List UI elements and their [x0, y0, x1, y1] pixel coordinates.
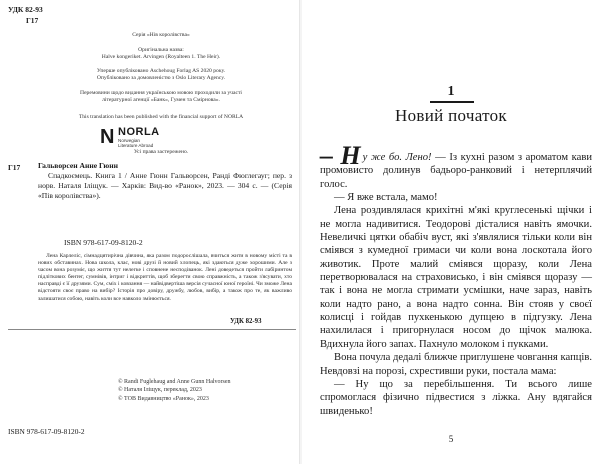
copyright-line: © ТОВ Видавництво «Ранок», 2023	[118, 395, 209, 402]
norla-logo-icon: N	[100, 126, 115, 148]
first-published-line1: Уперше опубліковано Aschehoug Forlag AS 2020 року.	[96, 68, 226, 74]
norla-sub1: Norwegian	[118, 138, 140, 143]
catalog-code: Г17	[8, 163, 21, 172]
isbn-bottom: ISBN 978-617-09-8120-2	[8, 427, 85, 436]
drop-cap: – Н	[320, 141, 361, 170]
paragraph	[320, 141, 592, 191]
udk-code-bottom: УДК 82-93	[230, 318, 262, 325]
catalog-author: Гальворсен Анне Гюнн	[38, 161, 118, 170]
agency-line2: літературної агенції «Банк», Гумен та Смірнова».	[102, 97, 220, 104]
series-line: Серія «Нів королівства»	[132, 32, 190, 38]
catalog-description: Спадкоємець. Книга 1 / Анне Гюнн Гальворсен, Ранді Фюглегауг; пер. з норв. Наталя Іліщук. — Харків: Вид-во «Ранок», 2023. — 304 с. — (Серія «Пів королівства»).	[38, 171, 292, 200]
paragraph: Вона почула дедалі ближче приглушене човгання капців. Невдовзі на порозі, схрестивши руки, постала мама:	[320, 352, 592, 377]
norla-logo-text	[118, 127, 160, 148]
paragraph: — Я вже встала, мамо!	[334, 192, 438, 204]
first-published-block	[30, 68, 292, 82]
paragraph: — Ну що за перебільшення. Ти всього лише спромоглася фізично підвестися з ліжка. Ану вдягайся швиденько!	[320, 378, 592, 417]
italic-opening: у же бо. Лено!	[362, 152, 432, 163]
isbn-catalog: ISBN 978-617-09-8120-2	[64, 238, 143, 247]
original-title-value: Halve kongeriket. Arvingen (Royalteen 1. The Heir).	[101, 54, 221, 61]
translation-support-line: This translation has been published with the financial support of NORLA	[78, 114, 244, 120]
divider-line	[8, 329, 296, 330]
original-title-block	[30, 47, 292, 61]
agency-line1: Перемовини щодо видання українською мовою проходили за участі	[80, 90, 242, 96]
paragraph: Лена роздивлялася крихітні м'які круглесенькі щічки і не могла надивитися. Теодорові дісталися навіть ямочки. Невеличкі цятки обабіч вуст, які з'являлися тільки коли він сміявся з кумедної гримаси чи коли вона лоскотала його животик. Проте малий сміявся щоразу, коли Лена перетворювалася на страховисько, і він сміявся щоразу — так і вона не могла стримати усмішки, наче зараз, навіть коли надто рано, а вона надто сонна. Він стояв у своєї колисці і гойдав пухкенькою дупцею в підгузку. Лена нахилилася і пригорнулася носом до щічок малюка. Вдихнула його запах. Пахнуло молоком і пукками.	[320, 205, 592, 350]
chapter-rule	[430, 101, 474, 103]
chapter-title: Новий початок	[395, 106, 507, 125]
copyright-block	[118, 378, 294, 403]
copyright-line: © Randi Fuglehaug and Anne Gunn Halvorsen	[118, 379, 231, 385]
chapter-number: 1	[447, 84, 455, 99]
page-number: 5	[448, 434, 454, 444]
norla-name: NORLA	[118, 126, 160, 138]
agency-block	[30, 90, 292, 104]
rights-reserved: Усі права застережено.	[133, 149, 189, 155]
udk-code-top: УДК 82-93	[8, 5, 43, 14]
copyright-line: © Наталя Іліщук, переклад, 2023	[118, 387, 202, 394]
udk-header	[8, 4, 43, 26]
annotation-text: Лена Карлеліс, сімнадцятирічна дівчина, яка разом подорослішала, вчиться жити в новому місті та в нових обставинах. Нова школа, клас, нові друзі й новий хлопець, які здаються дуже хорошими. Але з часом вона розуміє, що життя тут нелегке і сповнене несподіванок. Лені доведеться пройти лабіринтом підліткових бентег, сумнівів, інтриг і відкриттів, щоб зберегти свою справжність, а також з'ясувати, хто насправді є її друзями. Сум, сміх і ковзання — найвідвертіша версія сучасної юної героїні. Чи зможе Лена відстояти своє право на вибір? Історія про довіру, дружбу, любов, вибір, а також про те, як важливо залишатися собою, навіть коли все навколо змінюється.	[38, 253, 292, 302]
first-published-line2: Опубліковано за домовленістю з Oslo Literary Agency.	[96, 75, 226, 82]
original-title-label: Оригінальна назва:	[138, 47, 184, 53]
norla-sub2: Literature Abroad	[118, 143, 154, 149]
chapter-page	[302, 0, 600, 464]
chapter-body	[320, 141, 592, 418]
paragraph-text: — Із кухні разом з ароматом кави промовисто долинув бадьоро-ранковий і нетерплячий голос.	[320, 152, 592, 190]
catalog-record	[38, 161, 292, 201]
catalog-code-top: Г17	[26, 16, 39, 25]
